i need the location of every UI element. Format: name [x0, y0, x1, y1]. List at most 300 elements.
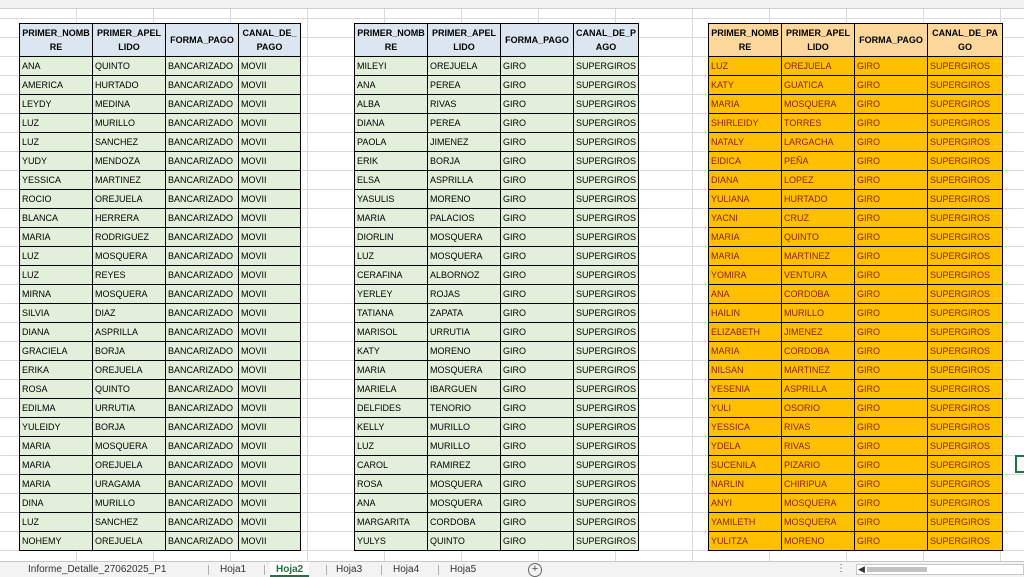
table-cell[interactable]: MARGARITA	[355, 513, 428, 532]
table-cell[interactable]: MOSQUERA	[782, 95, 855, 114]
table-cell[interactable]: RIVAS	[782, 437, 855, 456]
table-cell[interactable]: MOSQUERA	[93, 437, 166, 456]
table-cell[interactable]: SUPERGIROS	[574, 494, 639, 513]
table-cell[interactable]: MENDOZA	[93, 152, 166, 171]
table-cell[interactable]: KATY	[709, 76, 782, 95]
tab-informe-detalle[interactable]: Informe_Detalle_27062025_P1	[28, 564, 167, 575]
table-cell[interactable]: GIRO	[855, 323, 928, 342]
table-cell[interactable]: BANCARIZADO	[166, 266, 239, 285]
table-cell[interactable]: BANCARIZADO	[166, 323, 239, 342]
table-cell[interactable]: SUPERGIROS	[928, 76, 1003, 95]
table-cell[interactable]: BANCARIZADO	[166, 247, 239, 266]
table-cell[interactable]: KATY	[355, 342, 428, 361]
table-cell[interactable]: MOVII	[239, 114, 301, 133]
table-cell[interactable]: MOVII	[239, 342, 301, 361]
table-cell[interactable]: SUPERGIROS	[928, 171, 1003, 190]
table-cell[interactable]: GIRO	[855, 513, 928, 532]
table-cell[interactable]: PAOLA	[355, 133, 428, 152]
table-cell[interactable]: ALBA	[355, 95, 428, 114]
table-cell[interactable]: SANCHEZ	[93, 133, 166, 152]
table-cell[interactable]: YESENIA	[709, 380, 782, 399]
table-cell[interactable]: MARIA	[20, 475, 93, 494]
table-cell[interactable]: GIRO	[855, 57, 928, 76]
table-cell[interactable]: OREJUELA	[93, 532, 166, 551]
table-cell[interactable]: OREJUELA	[93, 361, 166, 380]
table-cell[interactable]: MURILLO	[782, 304, 855, 323]
table-cell[interactable]: SHIRLEIDY	[709, 114, 782, 133]
table-cell[interactable]: MOVII	[239, 57, 301, 76]
table-cell[interactable]: SUPERGIROS	[574, 114, 639, 133]
table-cell[interactable]: ROSA	[355, 475, 428, 494]
table-cell[interactable]: RODRIGUEZ	[93, 228, 166, 247]
table-cell[interactable]: HURTADO	[93, 76, 166, 95]
table-cell[interactable]: GIRO	[501, 209, 574, 228]
table-cell[interactable]: SUPERGIROS	[928, 532, 1003, 551]
table-cell[interactable]: MORENO	[428, 190, 501, 209]
table-cell[interactable]: MARIA	[355, 209, 428, 228]
table-cell[interactable]: MOVII	[239, 361, 301, 380]
table-cell[interactable]: GIRO	[501, 285, 574, 304]
table-cell[interactable]: GIRO	[855, 76, 928, 95]
table-cell[interactable]: MURILLO	[93, 114, 166, 133]
table-cell[interactable]: YAMILETH	[709, 513, 782, 532]
table-cell[interactable]: BANCARIZADO	[166, 532, 239, 551]
table-cell[interactable]: JIMENEZ	[428, 133, 501, 152]
table-cell[interactable]: ALBORNOZ	[428, 266, 501, 285]
table-cell[interactable]: GIRO	[855, 494, 928, 513]
add-sheet-icon[interactable]: +	[528, 563, 542, 577]
table-cell[interactable]: GIRO	[501, 190, 574, 209]
table-cell[interactable]: MOSQUERA	[428, 247, 501, 266]
table-cell[interactable]: GIRO	[501, 418, 574, 437]
table-cell[interactable]: ASPRILLA	[782, 380, 855, 399]
table-cell[interactable]: LUZ	[20, 513, 93, 532]
table-cell[interactable]: MILEYI	[355, 57, 428, 76]
table-cell[interactable]: MOVII	[239, 133, 301, 152]
table-cell[interactable]: GIRO	[855, 247, 928, 266]
table-cell[interactable]: GIRO	[501, 380, 574, 399]
table-cell[interactable]: SUPERGIROS	[574, 266, 639, 285]
table-cell[interactable]: LUZ	[355, 437, 428, 456]
table-cell[interactable]: MIRNA	[20, 285, 93, 304]
table-cell[interactable]: SUPERGIROS	[928, 418, 1003, 437]
table-cell[interactable]: LUZ	[709, 57, 782, 76]
table-cell[interactable]: MOSQUERA	[93, 285, 166, 304]
table-cell[interactable]: SUPERGIROS	[574, 513, 639, 532]
table-cell[interactable]: SUPERGIROS	[574, 285, 639, 304]
table-cell[interactable]: MOVII	[239, 475, 301, 494]
table-cell[interactable]: MOVII	[239, 456, 301, 475]
table-cell[interactable]: ELSA	[355, 171, 428, 190]
table-cell[interactable]: ASPRILLA	[93, 323, 166, 342]
table-cell[interactable]: LARGACHA	[782, 133, 855, 152]
table-cell[interactable]: CORDOBA	[782, 285, 855, 304]
table-cell[interactable]: MORENO	[428, 342, 501, 361]
table-cell[interactable]: ROSA	[20, 380, 93, 399]
table-cell[interactable]: SUPERGIROS	[928, 285, 1003, 304]
table-cell[interactable]: CRUZ	[782, 209, 855, 228]
table-cell[interactable]: SUPERGIROS	[928, 513, 1003, 532]
table-cell[interactable]: URRUTIA	[428, 323, 501, 342]
table-cell[interactable]: SUPERGIROS	[574, 342, 639, 361]
table-cell[interactable]: SUPERGIROS	[574, 228, 639, 247]
table-cell[interactable]: SUPERGIROS	[574, 133, 639, 152]
table-cell[interactable]: SUPERGIROS	[574, 209, 639, 228]
table-cell[interactable]: GIRO	[501, 532, 574, 551]
table-cell[interactable]: SUPERGIROS	[574, 171, 639, 190]
table-cell[interactable]: MOVII	[239, 418, 301, 437]
table-cell[interactable]: MEDINA	[93, 95, 166, 114]
table-cell[interactable]: URAGAMA	[93, 475, 166, 494]
scrollbar-thumb[interactable]	[867, 567, 927, 572]
table-cell[interactable]: CAROL	[355, 456, 428, 475]
table-cell[interactable]: NATALY	[709, 133, 782, 152]
table-cell[interactable]: GIRO	[501, 399, 574, 418]
table-cell[interactable]: BANCARIZADO	[166, 190, 239, 209]
table-cell[interactable]: BANCARIZADO	[166, 228, 239, 247]
table-cell[interactable]: MOSQUERA	[782, 494, 855, 513]
table-cell[interactable]: QUINTO	[93, 380, 166, 399]
table-cell[interactable]: TENORIO	[428, 399, 501, 418]
table-cell[interactable]: MARIA	[709, 342, 782, 361]
table-cell[interactable]: PEREA	[428, 76, 501, 95]
table-cell[interactable]: MOVII	[239, 437, 301, 456]
table-cell[interactable]: MARTINEZ	[782, 247, 855, 266]
table-cell[interactable]: MARIA	[20, 437, 93, 456]
table-cell[interactable]: TORRES	[782, 114, 855, 133]
table-cell[interactable]: MOVII	[239, 494, 301, 513]
table-cell[interactable]: MOVII	[239, 209, 301, 228]
table-cell[interactable]: ERIKA	[20, 361, 93, 380]
table-cell[interactable]: SUPERGIROS	[574, 532, 639, 551]
table-cell[interactable]: MOSQUERA	[782, 513, 855, 532]
table-cell[interactable]: GIRO	[501, 171, 574, 190]
table-cell[interactable]: YASULIS	[355, 190, 428, 209]
table-cell[interactable]: GRACIELA	[20, 342, 93, 361]
table-cell[interactable]: GIRO	[855, 475, 928, 494]
table-cell[interactable]: SUPERGIROS	[928, 456, 1003, 475]
table-cell[interactable]: HERRERA	[93, 209, 166, 228]
table-cell[interactable]: PEREA	[428, 114, 501, 133]
table-cell[interactable]: OREJUELA	[93, 190, 166, 209]
table-cell[interactable]: GIRO	[501, 114, 574, 133]
table-cell[interactable]: LEYDY	[20, 95, 93, 114]
table-cell[interactable]: MARIA	[20, 228, 93, 247]
table-cell[interactable]: MARIA	[20, 456, 93, 475]
table-cell[interactable]: ANA	[709, 285, 782, 304]
table-cell[interactable]: SUPERGIROS	[574, 475, 639, 494]
table-cell[interactable]: BANCARIZADO	[166, 361, 239, 380]
table-cell[interactable]: BANCARIZADO	[166, 513, 239, 532]
table-cell[interactable]: SUCENILA	[709, 456, 782, 475]
table-cell[interactable]: GIRO	[501, 494, 574, 513]
table-cell[interactable]: JIMENEZ	[782, 323, 855, 342]
table-cell[interactable]: MARIA	[355, 361, 428, 380]
table-cell[interactable]: PIZARIO	[782, 456, 855, 475]
table-cell[interactable]: QUINTO	[782, 228, 855, 247]
column-header[interactable]: PRIMER_NOMBRE	[355, 24, 428, 57]
table-cell[interactable]: YESSICA	[709, 418, 782, 437]
table-cell[interactable]: LOPEZ	[782, 171, 855, 190]
table-cell[interactable]: LUZ	[20, 133, 93, 152]
tab-hoja5[interactable]: Hoja5	[450, 564, 477, 575]
table-cell[interactable]: DELFIDES	[355, 399, 428, 418]
table-cell[interactable]: VENTURA	[782, 266, 855, 285]
table-cell[interactable]: OREJUELA	[428, 57, 501, 76]
table-cell[interactable]: DIANA	[20, 323, 93, 342]
table-cell[interactable]: ANA	[355, 494, 428, 513]
table-cell[interactable]: MOVII	[239, 95, 301, 114]
table-cell[interactable]: ANA	[355, 76, 428, 95]
horizontal-scrollbar[interactable]	[856, 564, 1024, 575]
table-cell[interactable]: SUPERGIROS	[574, 304, 639, 323]
table-cell[interactable]: MOVII	[239, 380, 301, 399]
table-cell[interactable]: GIRO	[501, 361, 574, 380]
table-cell[interactable]: SUPERGIROS	[928, 209, 1003, 228]
table-cell[interactable]: GIRO	[855, 342, 928, 361]
table-cell[interactable]: SUPERGIROS	[574, 95, 639, 114]
table-cell[interactable]: TATIANA	[355, 304, 428, 323]
table-cell[interactable]: BANCARIZADO	[166, 494, 239, 513]
table-cell[interactable]: MARTINEZ	[782, 361, 855, 380]
table-cell[interactable]: GIRO	[855, 228, 928, 247]
table-cell[interactable]: MORENO	[782, 532, 855, 551]
table-cell[interactable]: CORDOBA	[428, 513, 501, 532]
table-cell[interactable]: OREJUELA	[782, 57, 855, 76]
table-cell[interactable]: SUPERGIROS	[928, 57, 1003, 76]
table-cell[interactable]: BANCARIZADO	[166, 171, 239, 190]
table-cell[interactable]: BANCARIZADO	[166, 456, 239, 475]
tab-hoja3[interactable]: Hoja3	[336, 564, 363, 575]
table-cell[interactable]: ASPRILLA	[428, 171, 501, 190]
table-cell[interactable]: GIRO	[855, 380, 928, 399]
table-cell[interactable]: LUZ	[20, 247, 93, 266]
table-cell[interactable]: GIRO	[501, 95, 574, 114]
table-cell[interactable]: BANCARIZADO	[166, 475, 239, 494]
table-cell[interactable]: YOMIRA	[709, 266, 782, 285]
table-cell[interactable]: MOSQUERA	[93, 247, 166, 266]
tab-hoja1[interactable]: Hoja1	[220, 564, 247, 575]
table-cell[interactable]: SUPERGIROS	[574, 76, 639, 95]
table-cell[interactable]: GIRO	[501, 152, 574, 171]
table-cell[interactable]: MARISOL	[355, 323, 428, 342]
table-cell[interactable]: MOVII	[239, 247, 301, 266]
table-cell[interactable]: ERIK	[355, 152, 428, 171]
table-cell[interactable]: GIRO	[855, 361, 928, 380]
table-cell[interactable]: GIRO	[855, 190, 928, 209]
table-cell[interactable]: GIRO	[501, 133, 574, 152]
table-cell[interactable]: GIRO	[501, 456, 574, 475]
table-cell[interactable]: MOVII	[239, 285, 301, 304]
table-cell[interactable]: SUPERGIROS	[574, 399, 639, 418]
table-cell[interactable]: BANCARIZADO	[166, 399, 239, 418]
scroll-left-icon[interactable]: ◀	[858, 564, 865, 574]
table-cell[interactable]: PEÑA	[782, 152, 855, 171]
table-cell[interactable]: MOSQUERA	[428, 494, 501, 513]
table-cell[interactable]: MARIA	[709, 247, 782, 266]
table-cell[interactable]: GIRO	[855, 114, 928, 133]
table-cell[interactable]: SUPERGIROS	[928, 399, 1003, 418]
table-cell[interactable]: SUPERGIROS	[928, 342, 1003, 361]
table-cell[interactable]: DIANA	[355, 114, 428, 133]
table-cell[interactable]: MARIA	[709, 95, 782, 114]
table-cell[interactable]: GUATICA	[782, 76, 855, 95]
table-cell[interactable]: MOVII	[239, 228, 301, 247]
table-cell[interactable]: BANCARIZADO	[166, 437, 239, 456]
table-cell[interactable]: RAMIREZ	[428, 456, 501, 475]
table-cell[interactable]: EIDICA	[709, 152, 782, 171]
table-cell[interactable]: GIRO	[855, 456, 928, 475]
table-cell[interactable]: GIRO	[855, 152, 928, 171]
table-cell[interactable]: ANYI	[709, 494, 782, 513]
table-cell[interactable]: BANCARIZADO	[166, 380, 239, 399]
table-cell[interactable]: PALACIOS	[428, 209, 501, 228]
table-cell[interactable]: GIRO	[501, 513, 574, 532]
table-cell[interactable]: DIAZ	[93, 304, 166, 323]
table-cell[interactable]: SUPERGIROS	[928, 152, 1003, 171]
table-cell[interactable]: GIRO	[501, 323, 574, 342]
table-cell[interactable]: GIRO	[501, 228, 574, 247]
table-cell[interactable]: GIRO	[855, 399, 928, 418]
table-cell[interactable]: SUPERGIROS	[928, 304, 1003, 323]
table-cell[interactable]: NOHEMY	[20, 532, 93, 551]
table-cell[interactable]: BORJA	[93, 342, 166, 361]
table-cell[interactable]: SUPERGIROS	[928, 247, 1003, 266]
table-cell[interactable]: HURTADO	[782, 190, 855, 209]
table-cell[interactable]: SUPERGIROS	[928, 437, 1003, 456]
table-cell[interactable]: BANCARIZADO	[166, 209, 239, 228]
table-cell[interactable]: SUPERGIROS	[928, 114, 1003, 133]
table-cell[interactable]: CORDOBA	[782, 342, 855, 361]
table-cell[interactable]: ANA	[20, 57, 93, 76]
table-cell[interactable]: GIRO	[501, 475, 574, 494]
table-cell[interactable]: BANCARIZADO	[166, 76, 239, 95]
table-cell[interactable]: BANCARIZADO	[166, 285, 239, 304]
table-cell[interactable]: OSORIO	[782, 399, 855, 418]
column-header[interactable]: PRIMER_APELLIDO	[782, 24, 855, 57]
table-cell[interactable]: SANCHEZ	[93, 513, 166, 532]
table-cell[interactable]: MARTINEZ	[93, 171, 166, 190]
table-cell[interactable]: ZAPATA	[428, 304, 501, 323]
table-cell[interactable]: MOSQUERA	[428, 361, 501, 380]
column-header[interactable]: FORMA_PAGO	[855, 24, 928, 57]
table-cell[interactable]: KELLY	[355, 418, 428, 437]
table-cell[interactable]: MOVII	[239, 190, 301, 209]
table-cell[interactable]: SUPERGIROS	[928, 190, 1003, 209]
table-cell[interactable]: BANCARIZADO	[166, 418, 239, 437]
table-cell[interactable]: MOVII	[239, 513, 301, 532]
table-cell[interactable]: SUPERGIROS	[928, 475, 1003, 494]
table-cell[interactable]: BANCARIZADO	[166, 133, 239, 152]
table-cell[interactable]: GIRO	[501, 76, 574, 95]
table-cell[interactable]: GIRO	[855, 95, 928, 114]
table-cell[interactable]: OREJUELA	[93, 456, 166, 475]
more-options-icon[interactable]: ⋮	[836, 563, 846, 574]
table-cell[interactable]: GIRO	[855, 532, 928, 551]
column-header[interactable]: CANAL_DE_PAGO	[574, 24, 639, 57]
table-cell[interactable]: ELIZABETH	[709, 323, 782, 342]
table-cell[interactable]: MOVII	[239, 304, 301, 323]
table-cell[interactable]: GIRO	[855, 418, 928, 437]
table-cell[interactable]: YULIANA	[709, 190, 782, 209]
table-cell[interactable]: GIRO	[501, 266, 574, 285]
column-header[interactable]: CANAL_DE_PAGO	[928, 24, 1003, 57]
table-cell[interactable]: BANCARIZADO	[166, 95, 239, 114]
table-cell[interactable]: SUPERGIROS	[928, 266, 1003, 285]
tab-hoja4[interactable]: Hoja4	[393, 564, 420, 575]
column-header[interactable]: CANAL_DE_PAGO	[239, 24, 301, 57]
table-cell[interactable]: LUZ	[355, 247, 428, 266]
table-cell[interactable]: QUINTO	[93, 57, 166, 76]
table-cell[interactable]: SILVIA	[20, 304, 93, 323]
table-cell[interactable]: YULI	[709, 399, 782, 418]
table-cell[interactable]: LUZ	[20, 114, 93, 133]
table-cell[interactable]: DINA	[20, 494, 93, 513]
table-cell[interactable]: EDILMA	[20, 399, 93, 418]
table-cell[interactable]: CERAFINA	[355, 266, 428, 285]
tab-hoja2[interactable]: Hoja2	[270, 562, 309, 577]
table-cell[interactable]: GIRO	[501, 304, 574, 323]
table-cell[interactable]: ROJAS	[428, 285, 501, 304]
table-cell[interactable]: SUPERGIROS	[574, 418, 639, 437]
table-cell[interactable]: GIRO	[855, 304, 928, 323]
table-cell[interactable]: REYES	[93, 266, 166, 285]
column-header[interactable]: FORMA_PAGO	[166, 24, 239, 57]
column-header[interactable]: PRIMER_NOMBRE	[709, 24, 782, 57]
table-cell[interactable]: MARIA	[709, 228, 782, 247]
table-cell[interactable]: YULEIDY	[20, 418, 93, 437]
table-cell[interactable]: ROCIO	[20, 190, 93, 209]
table-cell[interactable]: YERLEY	[355, 285, 428, 304]
table-cell[interactable]: GIRO	[501, 342, 574, 361]
table-cell[interactable]: SUPERGIROS	[574, 456, 639, 475]
table-cell[interactable]: URRUTIA	[93, 399, 166, 418]
column-header[interactable]: PRIMER_NOMBRE	[20, 24, 93, 57]
table-cell[interactable]: NILSAN	[709, 361, 782, 380]
table-cell[interactable]: SUPERGIROS	[928, 380, 1003, 399]
table-cell[interactable]: SUPERGIROS	[928, 95, 1003, 114]
table-cell[interactable]: YACNI	[709, 209, 782, 228]
table-cell[interactable]: MOVII	[239, 399, 301, 418]
table-cell[interactable]: AMERICA	[20, 76, 93, 95]
table-cell[interactable]: QUINTO	[428, 532, 501, 551]
table-cell[interactable]: GIRO	[855, 171, 928, 190]
table-cell[interactable]: GIRO	[855, 266, 928, 285]
table-cell[interactable]: YUDY	[20, 152, 93, 171]
table-cell[interactable]: RIVAS	[782, 418, 855, 437]
table-cell[interactable]: GIRO	[501, 247, 574, 266]
table-cell[interactable]: YESSICA	[20, 171, 93, 190]
table-cell[interactable]: BLANCA	[20, 209, 93, 228]
table-cell[interactable]: MOVII	[239, 532, 301, 551]
table-cell[interactable]: BANCARIZADO	[166, 57, 239, 76]
table-cell[interactable]: MURILLO	[428, 437, 501, 456]
table-cell[interactable]: BORJA	[93, 418, 166, 437]
column-header[interactable]: PRIMER_APELLIDO	[428, 24, 501, 57]
table-cell[interactable]: MOVII	[239, 76, 301, 95]
table-cell[interactable]: LUZ	[20, 266, 93, 285]
table-cell[interactable]: SUPERGIROS	[928, 494, 1003, 513]
table-cell[interactable]: GIRO	[855, 285, 928, 304]
table-cell[interactable]: YULYS	[355, 532, 428, 551]
table-cell[interactable]: SUPERGIROS	[574, 57, 639, 76]
table-cell[interactable]: SUPERGIROS	[574, 361, 639, 380]
table-cell[interactable]: BANCARIZADO	[166, 152, 239, 171]
table-cell[interactable]: GIRO	[501, 437, 574, 456]
column-header[interactable]: PRIMER_APELLIDO	[93, 24, 166, 57]
table-cell[interactable]: SUPERGIROS	[574, 247, 639, 266]
table-cell[interactable]: MOVII	[239, 152, 301, 171]
